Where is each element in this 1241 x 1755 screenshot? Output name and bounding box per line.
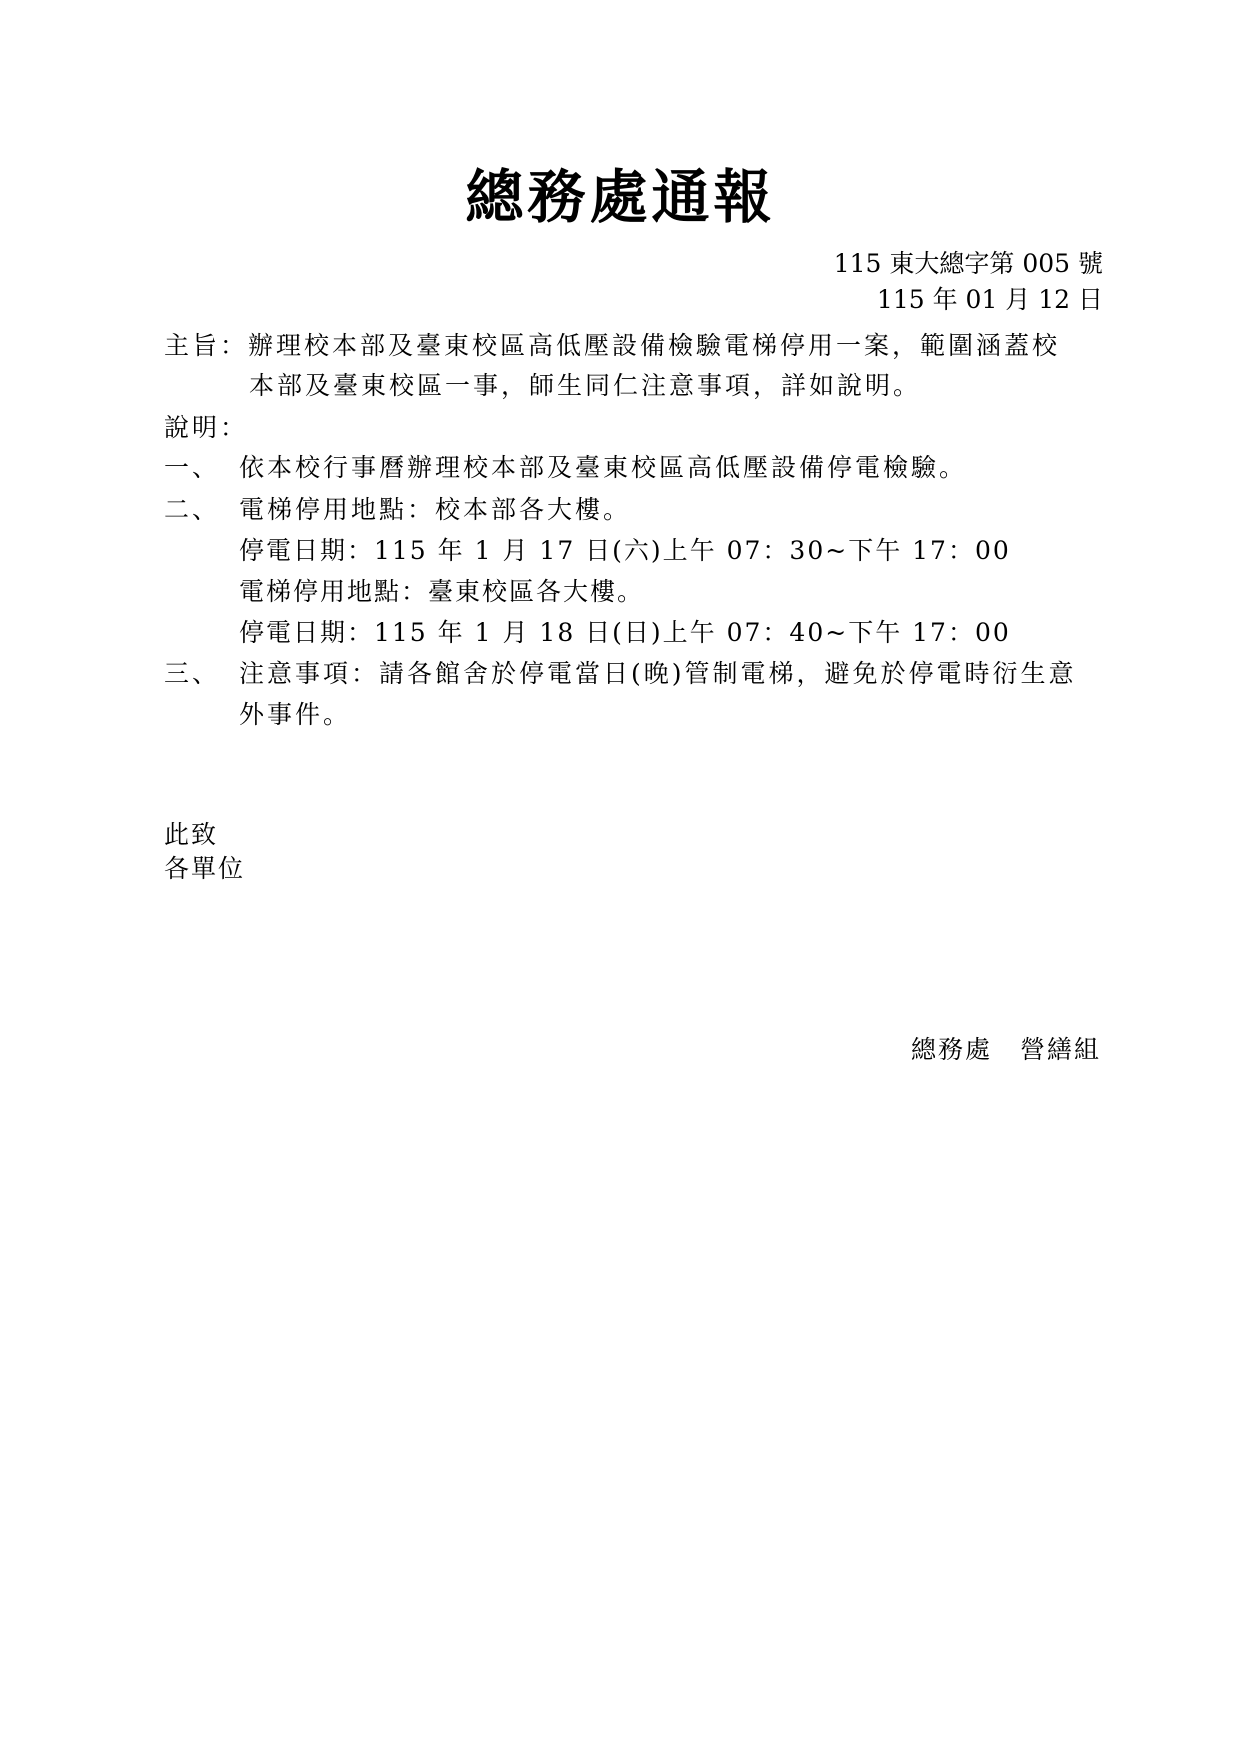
item-text: 注意事項：請各館舍於停電當日(晚)管制電梯，避免於停電時衍生意 [239, 659, 1077, 688]
subject-line-1 [164, 328, 1060, 364]
item-1 [164, 450, 967, 486]
reference-number: 115 東大總字第 005 號 [833, 249, 1103, 278]
item-2-sub-line-2: 電梯停用地點：臺東校區各大樓。 [239, 577, 645, 606]
closing-line-1: 此致 [164, 820, 219, 849]
item-number: 二、 [164, 495, 221, 524]
item-number: 三、 [164, 659, 221, 688]
closing-recipient: 各單位 [164, 854, 246, 883]
reference-block [834, 246, 1103, 318]
explanation-label: 說明： [164, 413, 249, 442]
item-text: 依本校行事曆辦理校本部及臺東校區高低壓設備停電檢驗。 [239, 453, 968, 482]
closing-block [164, 818, 245, 886]
subject-label: 主旨： [164, 331, 249, 360]
item-2-sub-line-1: 停電日期：115 年 1 月 17 日(六)上午 07：30~下午 17：00 [239, 536, 1011, 565]
subject-line-2: 本部及臺東校區一事，師生同仁注意事項，詳如說明。 [249, 371, 922, 400]
signature [911, 1032, 1101, 1068]
signature-office: 總務處 [910, 1035, 992, 1064]
signature-unit: 營繕組 [1019, 1035, 1101, 1064]
item-3 [164, 656, 1077, 692]
document-date: 115 年 01 月 12 日 [876, 285, 1103, 314]
item-2 [164, 492, 631, 528]
item-text: 電梯停用地點：校本部各大樓。 [239, 495, 632, 524]
item-number: 一、 [164, 453, 221, 482]
item-2-sub-line-3: 停電日期：115 年 1 月 18 日(日)上午 07：40~下午 17：00 [239, 618, 1011, 647]
subject-text-1: 辦理校本部及臺東校區高低壓設備檢驗電梯停用一案，範圍涵蓋校 [248, 331, 1061, 360]
item-3-continuation: 外事件。 [239, 700, 352, 729]
document-title: 總務處通報 [465, 163, 776, 231]
